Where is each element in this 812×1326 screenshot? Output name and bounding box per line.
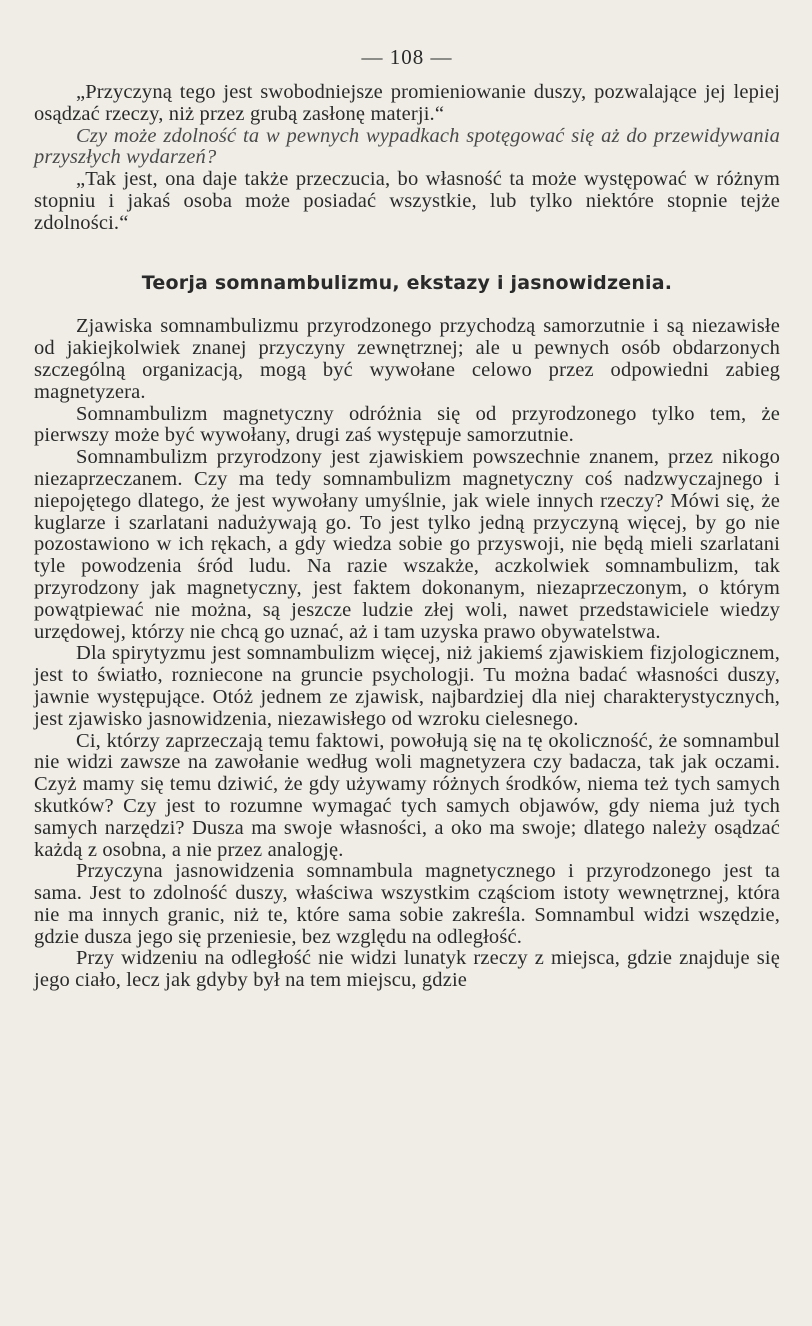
section-paragraph-6: Przyczyna jasnowidzenia somnambula magnetycznego i przyrodzonego jest ta sama. Jest to zdolność duszy, właściwa wszystkim cząściom istoty wewnętrznej, która nie ma innych granic, niż te, które sama sobie zakreśla. Somnambul widzi wszędzie, gdzie dusza jego się przeniesie, bez względu na odległość.: [34, 860, 780, 948]
section-paragraph-2: Somnambulizm magnetyczny odróżnia się od przyrodzonego tylko tem, że pierwszy może być wywołany, drugi zaś występuje samorzutnie.: [34, 402, 780, 447]
section-heading: Teorja somnambulizmu, ekstazy i jasnowidzenia.: [141, 271, 673, 294]
body-text: [34, 82, 780, 992]
section-paragraph-3: Somnambulizm przyrodzony jest zjawiskiem powszechnie znanem, przez nikogo niezaprzeczanem. Czy ma tedy somnambulizm magnetyczny coś nadzwyczajnego i niepojętego dlatego, że jest wywołany umyślnie, jak wiele innych rzeczy? Mówi się, że kuglarze i szarlatani nadużywają go. To jest tylko jedną przyczyną więcej, by go nie pozostawiono w ich rękach, a gdy wiedza sobie go przyswoji, nie będą mieli szarlatani tyle powodzenia śród ludu. Na razie wszakże, aczkolwiek somnambulizm, tak przyrodzony jak magnetyczny, jest faktem dokonanym, niezaprzeczonym, o którym powątpiewać nie można, są jeszcze ludzie złej woli, nawet przedstawiciele wiedzy urzędowej, którzy nie chcą go uznać, aż i tam uzyska prawo obywatelstwa.: [34, 446, 780, 643]
section-paragraph-5: Ci, którzy zaprzeczają temu faktowi, powołują się na tę okoliczność, że somnambul nie widzi zawsze na zawołanie według woli magnetyzera czy badacza, tak jak oczami. Czyż mamy się temu dziwić, że gdy używamy różnych środków, niema też tych samych skutków? Czy jest to rozumne wymagać tych samych objawów, gdy niema już tych samych narzędzi? Dusza ma swoje własności, a oko ma swoje; dlatego należy osądzać każdą z osobna, a nie przez analogję.: [34, 729, 780, 861]
quote-paragraph-1: „Przyczyną tego jest swobodniejsze promieniowanie duszy, pozwalające jej lepiej osądzać rzeczy, niż przez grubą zasłonę materji.“: [34, 81, 780, 125]
section-paragraph-1: Zjawiska somnambulizmu przyrodzonego przychodzą samorzutnie i są niezawisłe od jakiejkolwiek znanej przyczyny zewnętrznej; ale u pewnych osób obdarzonych szczególną organizacją, mogą być wywołane celowo przez odpowiedni zabieg magnetyzera.: [34, 315, 780, 403]
section-paragraph-7: Przy widzeniu na odległość nie widzi lunatyk rzeczy z miejsca, gdzie znajduje się jego ciało, lecz jak gdyby był na tem miejscu, gdzie: [34, 947, 780, 992]
section-paragraph-4: Dla spirytyzmu jest somnambulizm więcej, niż jakiemś zjawiskiem fizjologicznem, jest to światło, rozniecone na gruncie psychologji. Tu można badać własności duszy, jawnie występujące. Otóż jednem ze zjawisk, najbardziej dla niej charakterystycznych, jest zjawisko jasnowidzenia, niezawisłego od wzroku cielesnego.: [34, 642, 780, 730]
quote-paragraph-2: „Tak jest, ona daje także przeczucia, bo własność ta może występować w różnym stopniu i jakaś osoba może posiadać wszystkie, lub tylko niektóre stopnie tejże zdolności.“: [34, 168, 780, 234]
question-paragraph: Czy może zdolność ta w pewnych wypadkach spotęgować się aż do przewidywania przyszłych wydarzeń?: [34, 124, 780, 169]
page-number: — 108 —: [361, 45, 453, 69]
